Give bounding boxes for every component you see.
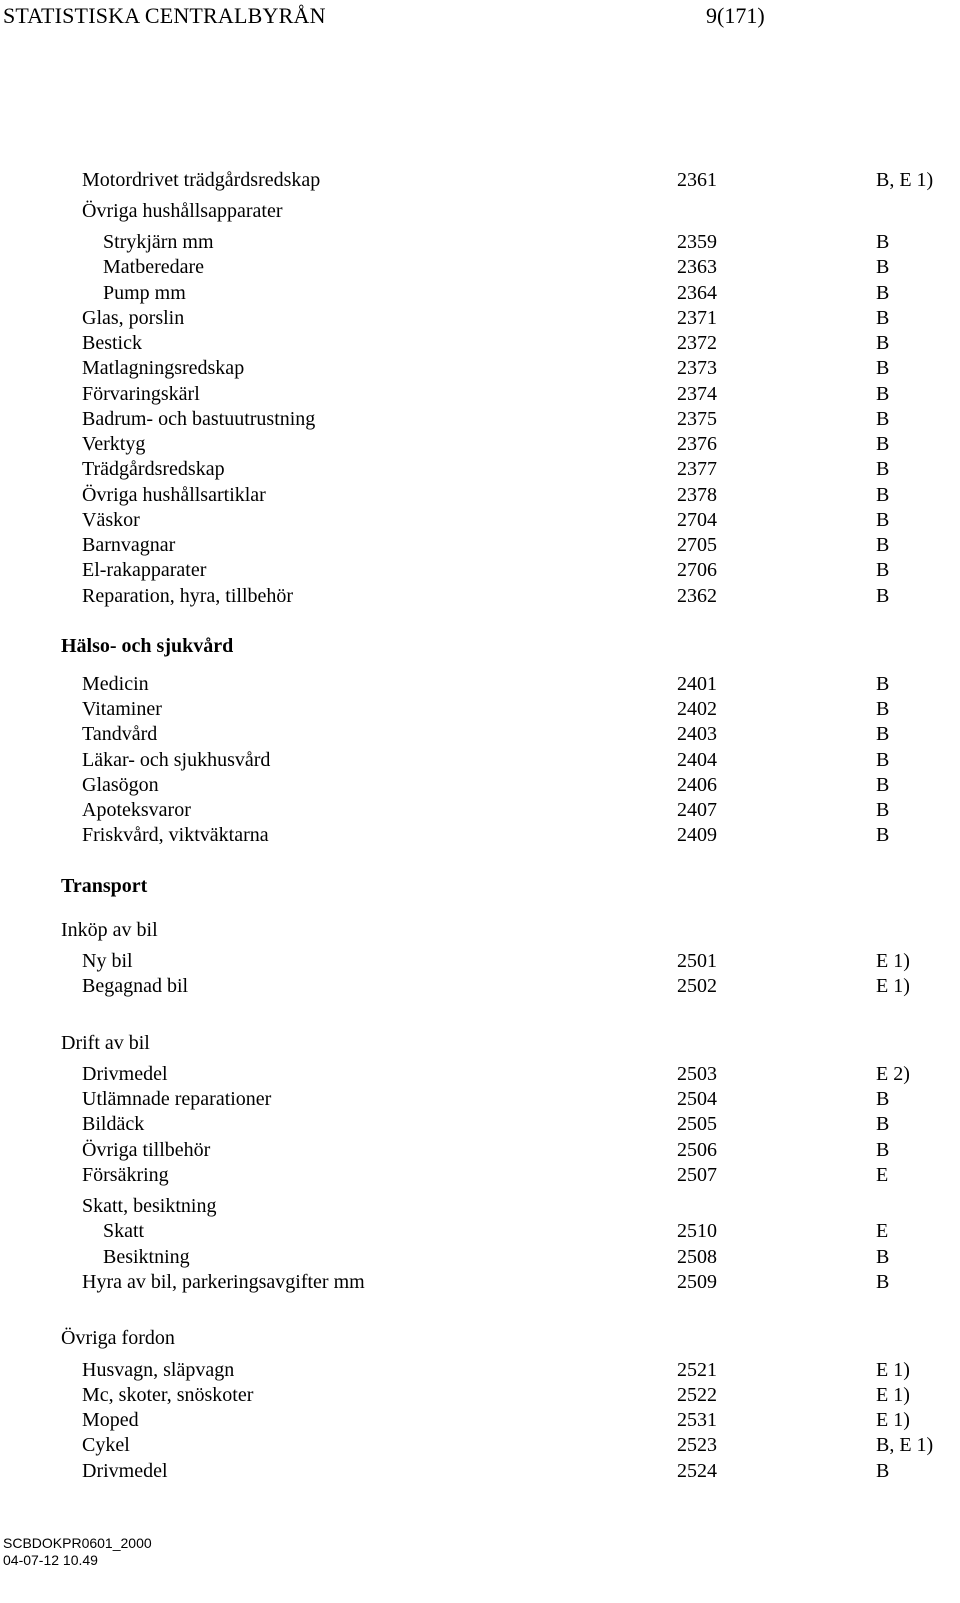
item-label: Skatt, besiktning [82,1195,217,1217]
list-row [0,331,960,356]
list-row [0,798,960,823]
item-classification: E 1) [876,1409,910,1431]
footer-date: 04-07-12 10.49 [3,1552,98,1568]
item-label: Ny bil [82,950,133,972]
item-label: Bildäck [82,1113,145,1135]
item-code: 2401 [677,673,717,695]
list-row [0,281,960,306]
item-label: El-rakapparater [82,559,207,581]
list-row [0,949,960,974]
item-code: 2403 [677,723,717,745]
item-classification: B [876,1139,890,1161]
header-org-name: STATISTISKA CENTRALBYRÅN [3,3,326,28]
item-code: 2409 [677,824,717,846]
item-label: Skatt [103,1220,145,1242]
item-code: 2509 [677,1271,717,1293]
item-label: Glasögon [82,774,159,796]
section-heading-health: Hälso- och sjukvård [61,635,234,657]
item-classification: B [876,824,890,846]
item-label: Cykel [82,1434,130,1456]
item-label: Verktyg [82,433,146,455]
list-row [0,1383,960,1408]
list-row [0,1194,960,1219]
item-label: Övriga hushållsartiklar [82,484,266,506]
list-row [0,483,960,508]
item-classification: B [876,585,890,607]
item-code: 2531 [677,1409,717,1431]
list-row [0,306,960,331]
item-label: Utlämnade reparationer [82,1088,272,1110]
list-row [0,1358,960,1383]
item-classification: B [876,1246,890,1268]
section-heading-transport: Transport [61,875,148,897]
item-classification: B [876,534,890,556]
item-label: Husvagn, släpvagn [82,1359,235,1381]
item-label: Begagnad bil [82,975,189,997]
item-label: Badrum- och bastuutrustning [82,408,316,430]
list-row [0,508,960,533]
item-classification: B, E 1) [876,1434,934,1456]
list-row [0,1112,960,1137]
item-label: Reparation, hyra, tillbehör [82,585,294,607]
item-label: Läkar- och sjukhusvård [82,749,271,771]
list-row [0,382,960,407]
item-code: 2377 [677,458,717,480]
list-row [0,584,960,609]
item-label: Matlagningsredskap [82,357,245,379]
item-code: 2503 [677,1063,717,1085]
item-code: 2402 [677,698,717,720]
list-row [0,1062,960,1087]
item-code: 2524 [677,1460,717,1482]
item-classification: B [876,256,890,278]
item-code: 2505 [677,1113,717,1135]
item-label: Trädgårdsredskap [82,458,225,480]
list-row [0,1433,960,1458]
item-label: Mc, skoter, snöskoter [82,1384,254,1406]
item-code: 2522 [677,1384,717,1406]
subsection-heading-purchase: Inköp av bil [61,919,158,941]
list-row [0,672,960,697]
item-label: Besiktning [103,1246,190,1268]
item-code: 2521 [677,1359,717,1381]
item-code: 2362 [677,585,717,607]
item-code: 2704 [677,509,717,531]
item-label: Hyra av bil, parkeringsavgifter mm [82,1271,365,1293]
list-row [0,230,960,255]
item-code: 2508 [677,1246,717,1268]
item-classification: B [876,799,890,821]
list-row [0,1138,960,1163]
item-label: Drivmedel [82,1063,168,1085]
item-classification: E 1) [876,950,910,972]
list-row [0,168,960,193]
item-classification: B [876,408,890,430]
item-classification: B [876,332,890,354]
list-row [0,1270,960,1295]
item-label: Försäkring [82,1164,169,1186]
item-classification: B [876,1460,890,1482]
item-code: 2502 [677,975,717,997]
item-code: 2373 [677,357,717,379]
list-row [0,773,960,798]
item-classification: B [876,774,890,796]
item-classification: B [876,509,890,531]
list-row [0,1163,960,1188]
item-label: Barnvagnar [82,534,176,556]
list-row [0,356,960,381]
item-label: Övriga tillbehör [82,1139,211,1161]
item-label: Förvaringskärl [82,383,200,405]
item-classification: B [876,749,890,771]
list-row [0,722,960,747]
item-classification: B [876,1088,890,1110]
item-code: 2374 [677,383,717,405]
item-label: Tandvård [82,723,158,745]
list-row [0,974,960,999]
item-label: Friskvård, viktväktarna [82,824,269,846]
item-label: Vitaminer [82,698,162,720]
item-code: 2510 [677,1220,717,1242]
item-label: Strykjärn mm [103,231,214,253]
list-row [0,558,960,583]
list-row [0,1245,960,1270]
item-classification: E 2) [876,1063,910,1085]
subsection-heading-other-vehicles: Övriga fordon [61,1327,175,1349]
item-code: 2363 [677,256,717,278]
list-row [0,1219,960,1244]
item-classification: B [876,231,890,253]
item-classification: B, E 1) [876,169,934,191]
item-classification: B [876,723,890,745]
item-code: 2504 [677,1088,717,1110]
page-number: 9(171) [706,3,765,28]
item-classification: E [876,1220,889,1242]
list-row [0,255,960,280]
item-code: 2372 [677,332,717,354]
list-row [0,1087,960,1112]
list-row [0,457,960,482]
item-label: Motordrivet trädgårdsredskap [82,169,321,191]
item-label: Drivmedel [82,1460,168,1482]
item-code: 2407 [677,799,717,821]
footer-doc-id: SCBDOKPR0601_2000 [3,1535,152,1551]
item-classification: B [876,698,890,720]
item-classification: B [876,383,890,405]
item-code: 2376 [677,433,717,455]
item-classification: B [876,1271,890,1293]
item-label: Väskor [82,509,140,531]
item-code: 2378 [677,484,717,506]
subsection-heading-operation: Drift av bil [61,1032,150,1054]
item-classification: B [876,307,890,329]
item-classification: B [876,1113,890,1135]
list-row [0,697,960,722]
item-label: Apoteksvaror [82,799,191,821]
list-row [0,407,960,432]
item-classification: B [876,282,890,304]
item-code: 2361 [677,169,717,191]
item-code: 2359 [677,231,717,253]
item-code: 2705 [677,534,717,556]
list-row [0,823,960,848]
item-code: 2364 [677,282,717,304]
item-code: 2506 [677,1139,717,1161]
item-classification: B [876,559,890,581]
item-code: 2371 [677,307,717,329]
item-classification: B [876,357,890,379]
item-label: Glas, porslin [82,307,185,329]
item-classification: E 1) [876,1384,910,1406]
list-row [0,432,960,457]
item-code: 2507 [677,1164,717,1186]
item-classification: B [876,458,890,480]
list-row [0,199,960,224]
item-code: 2375 [677,408,717,430]
item-label: Pump mm [103,282,186,304]
item-code: 2406 [677,774,717,796]
item-label: Medicin [82,673,149,695]
item-classification: E 1) [876,1359,910,1381]
item-classification: B [876,484,890,506]
item-code: 2706 [677,559,717,581]
list-row [0,748,960,773]
item-classification: E 1) [876,975,910,997]
list-row [0,1408,960,1433]
item-code: 2404 [677,749,717,771]
item-classification: E [876,1164,889,1186]
item-classification: B [876,673,890,695]
list-row [0,533,960,558]
list-row [0,1459,960,1484]
item-label: Matberedare [103,256,205,278]
item-label: Övriga hushållsapparater [82,200,283,222]
item-label: Moped [82,1409,139,1431]
item-code: 2523 [677,1434,717,1456]
item-label: Bestick [82,332,142,354]
item-classification: B [876,433,890,455]
item-code: 2501 [677,950,717,972]
